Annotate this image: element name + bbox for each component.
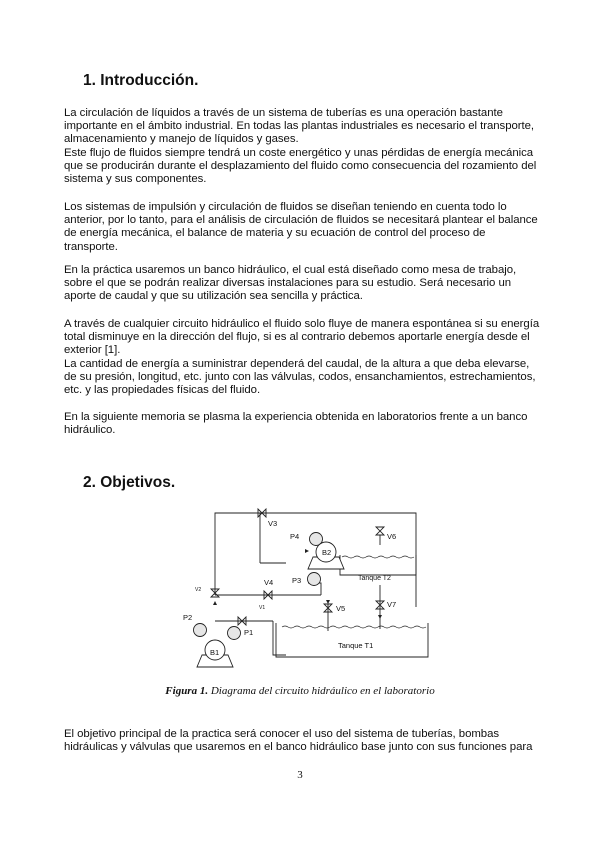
text-line: sistema y sus componentes.	[64, 173, 207, 186]
intro-paragraph-1	[64, 107, 542, 186]
text-line: de su presión, longitud, etc. junto con las válvulas, codos, ensanchamientos, estrechamientos,	[64, 370, 536, 383]
text-line: etc. y las propiedades físicas del fluido.	[64, 384, 261, 397]
objectives-paragraph	[64, 728, 542, 754]
text-line: El objetivo principal de la practica será conocer el uso del sistema de tuberías, bombas	[64, 728, 500, 740]
arrow-icon	[326, 600, 330, 604]
arrow-icon	[305, 549, 309, 553]
text-line: hidráulicas y válvulas que usaremos en el banco hidráulico base junto con sus funciones para	[64, 741, 533, 754]
intro-paragraph-2	[64, 201, 542, 254]
arrow-icon	[378, 615, 382, 619]
water-surface-t2	[342, 556, 414, 558]
label-p2: P2	[183, 613, 193, 622]
text-line: transporte.	[64, 240, 118, 253]
figure-caption	[0, 685, 600, 697]
label-v3: V3	[268, 519, 278, 528]
intro-paragraph-3	[64, 264, 542, 304]
label-v1: V1	[259, 605, 266, 611]
text-line: A través de cualquier circuito hidráulico el fluido solo fluye de manera espontánea si su energía	[64, 318, 540, 330]
arrow-icon	[213, 601, 217, 605]
label-v5: V5	[336, 604, 346, 613]
label-v7: V7	[387, 600, 397, 609]
text-line: almacenamiento y manejo de líquidos y gases.	[64, 133, 299, 146]
text-line: La circulación de líquidos a través de un sistema de tuberías es una operación bastante	[64, 107, 503, 119]
label-tank-t2: Tanque T2	[358, 575, 391, 582]
gauge-p1-icon	[228, 627, 241, 640]
intro-paragraph-4	[64, 318, 542, 397]
label-b2: B2	[322, 548, 332, 557]
text-line: que se producirán durante el desplazamiento del fluido como consecuencia del rozamiento del	[64, 159, 537, 172]
label-b1: B1	[210, 648, 220, 657]
text-line: total disminuye en la dirección del flujo, si es al contrario debemos aportarle energía desde el	[64, 331, 530, 344]
label-v2: V2	[195, 587, 202, 593]
figure-caption-text: Diagrama del circuito hidráulico en el laboratorio	[210, 685, 435, 697]
text-line: Este flujo de fluidos siempre tendrá un coste energético y unas pérdidas de energía mecánica	[64, 146, 534, 159]
section-2-heading: 2. Objetivos.	[83, 474, 176, 491]
gauge-p2-icon	[194, 624, 207, 637]
label-p1: P1	[244, 628, 254, 637]
page-number: 3	[297, 769, 303, 781]
text-line: hidráulico.	[64, 424, 116, 437]
text-line: En la práctica usaremos un banco hidráulico, el cual está diseñado como mesa de trabajo,	[64, 264, 517, 276]
intro-paragraph-5	[64, 411, 542, 437]
label-v6: V6	[387, 532, 397, 541]
text-line: anterior, por lo tanto, para el análisis de circulación de fluidos se necesitará plantear el balance	[64, 214, 538, 227]
text-line: aporte de caudal y que su utilización sea sencilla y práctica.	[64, 290, 363, 303]
text-line: Los sistemas de impulsión y circulación de fluidos se diseñan teniendo en cuenta todo lo	[64, 201, 507, 213]
text-line: sobre el que se podrán realizar diversas instalaciones para su estudio. Será necesario un	[64, 277, 512, 290]
text-line: importante en el ámbito industrial. En todas las plantas industriales es necesario el transporte,	[64, 120, 535, 133]
text-line: La cantidad de energía a suministrar dependerá del caudal, de la altura a que deba elevarse,	[64, 357, 530, 370]
label-p4: P4	[290, 532, 300, 541]
label-p3: P3	[292, 576, 302, 585]
text-line: de energía mecánica, el balance de materia y su ecuación de control del proceso de	[64, 227, 486, 240]
text-line: exterior [1].	[64, 344, 121, 357]
hydraulic-circuit-diagram	[178, 505, 432, 673]
gauge-p3-icon	[308, 573, 321, 586]
valve-v6-icon	[376, 527, 384, 535]
label-v4: V4	[264, 578, 274, 587]
water-surface-t1	[282, 626, 426, 628]
figure-caption-label: Figura 1.	[165, 685, 209, 697]
section-1-heading: 1. Introducción.	[83, 72, 199, 89]
text-line: En la siguiente memoria se plasma la experiencia obtenida en laboratorios frente a un banco	[64, 411, 528, 423]
label-tank-t1: Tanque T1	[338, 641, 374, 650]
